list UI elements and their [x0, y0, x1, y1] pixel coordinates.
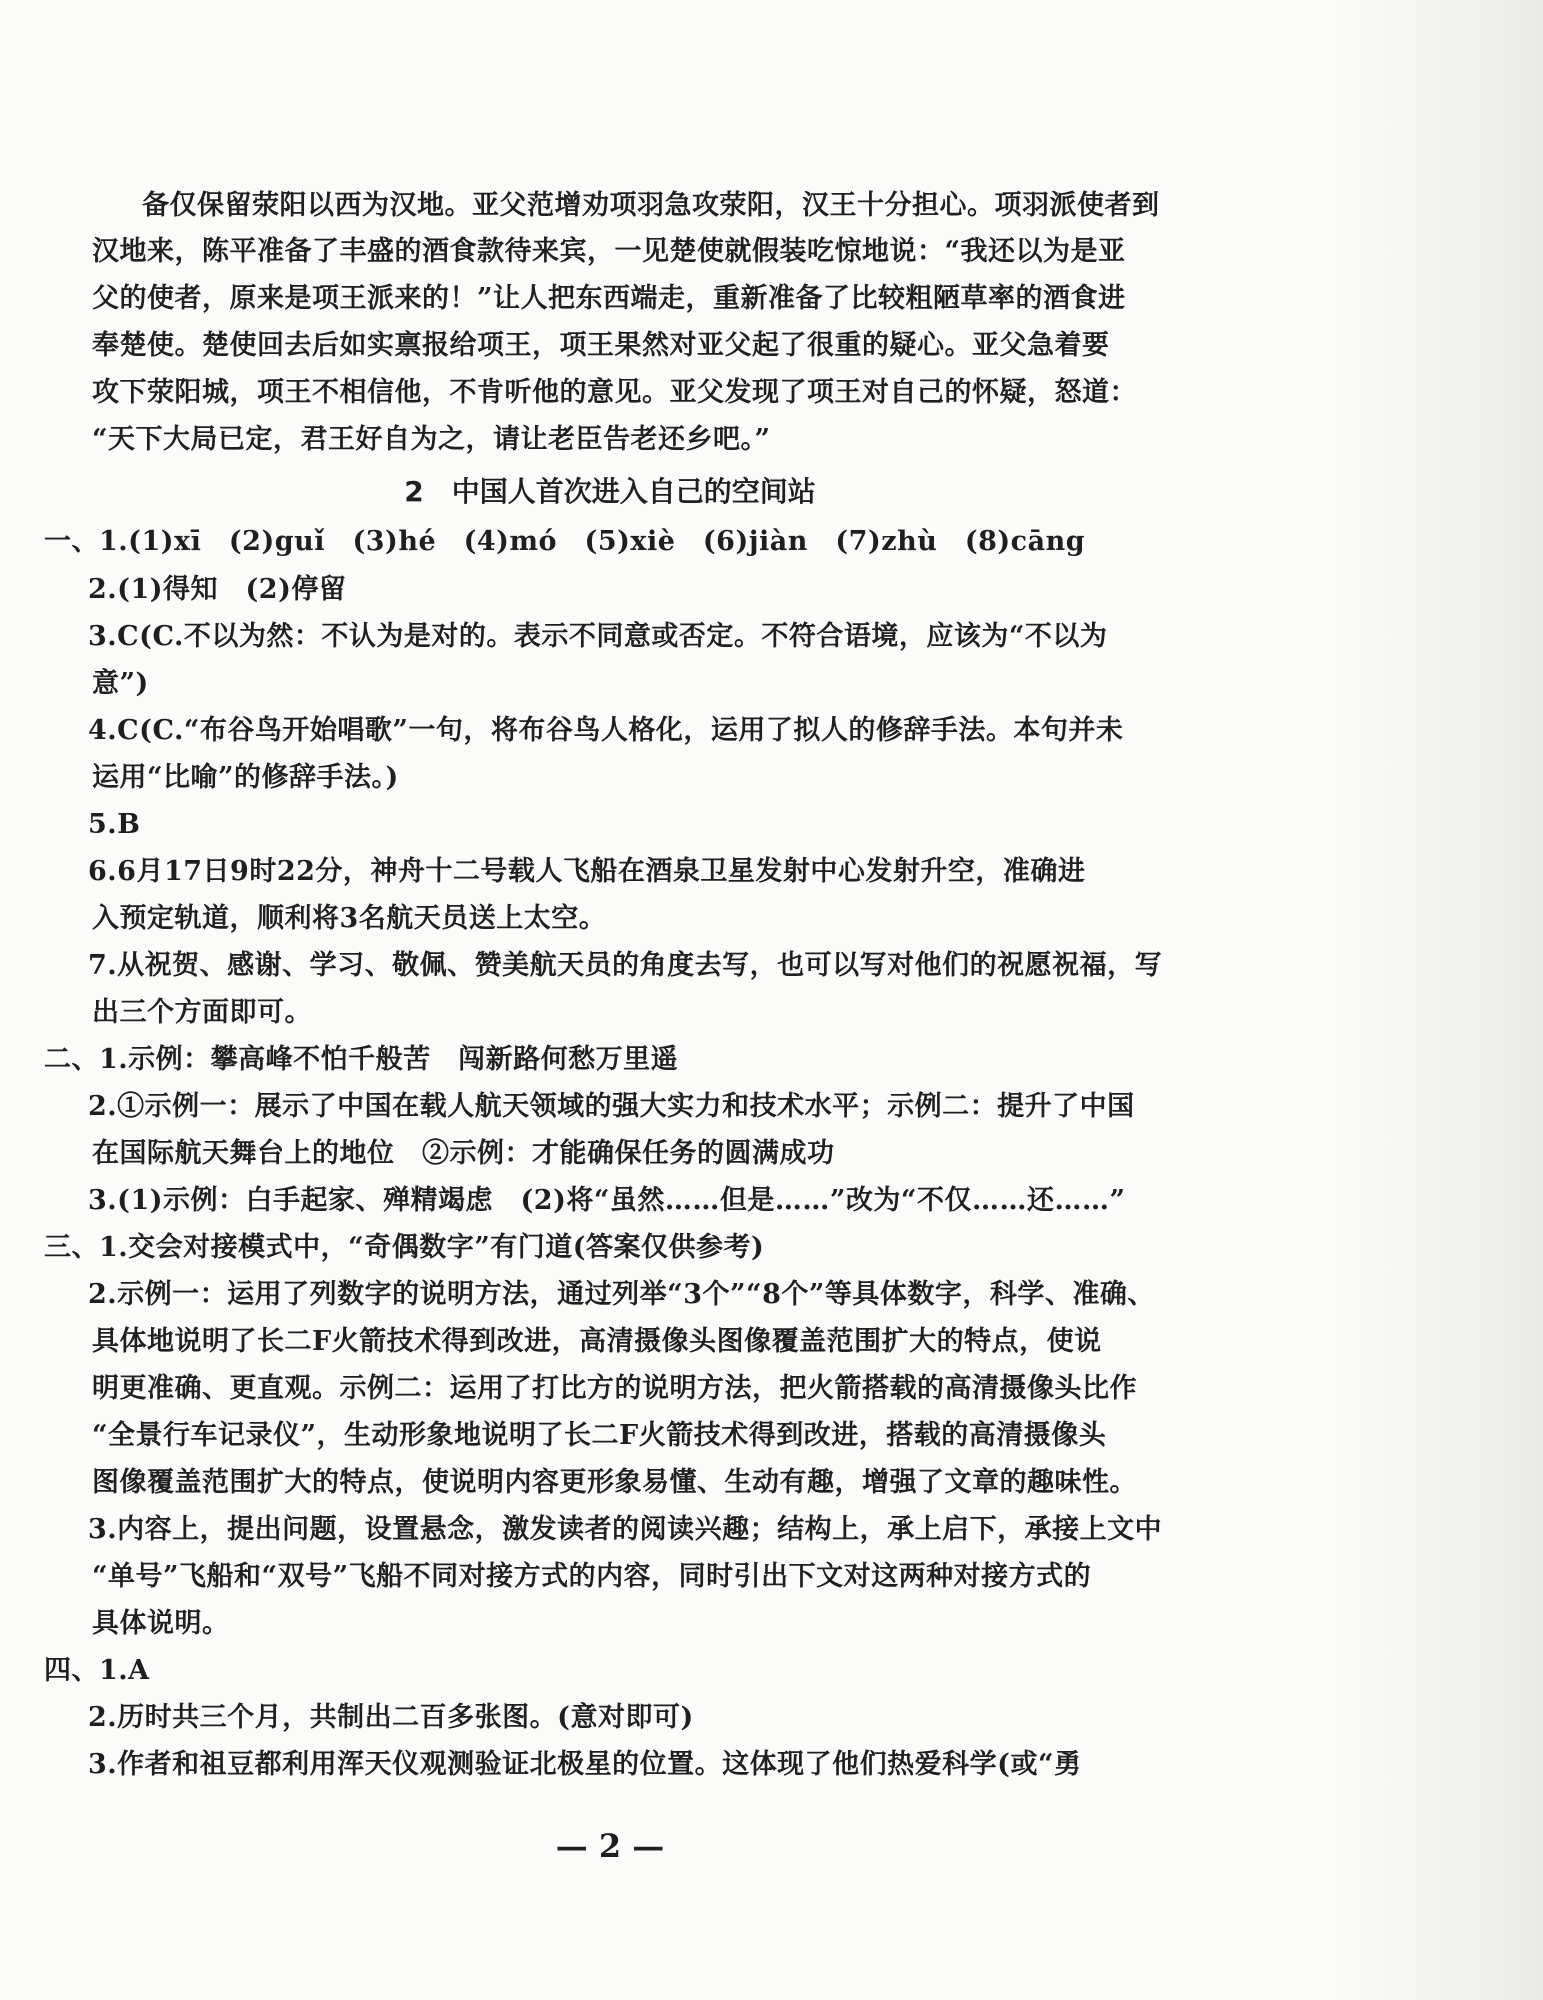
answer-line: 一、1.(1)xī (2)guǐ (3)hé (4)mó (5)xiè (6)jiàn (7)zhù (8)cāng — [44, 526, 1086, 557]
answer-line: 2.示例一：运用了列数字的说明方法，通过列举“3个”“8个”等具体数字，科学、准确、 — [88, 1279, 1155, 1310]
answer-line: “全景行车记录仪”，生动形象地说明了长二F火箭技术得到改进，搭载的高清摄像头 — [92, 1420, 1107, 1451]
answer-line: 二、1.示例：攀高峰不怕千般苦 闯新路何愁万里遥 — [44, 1044, 679, 1075]
answer-line: 7.从祝贺、感谢、学习、敬佩、赞美航天员的角度去写，也可以写对他们的祝愿祝福，写 — [88, 950, 1163, 981]
passage-line: 父的使者，原来是项王派来的！”让人把东西端走，重新准备了比较粗陋草率的酒食进 — [92, 283, 1126, 314]
answer-line: 出三个方面即可。 — [92, 997, 312, 1028]
passage-line: 汉地来，陈平准备了丰盛的酒食款待来宾，一见楚使就假装吃惊地说：“我还以为是亚 — [92, 236, 1126, 267]
page-number: — 2 — — [555, 1827, 665, 1865]
passage-line: 奉楚使。楚使回去后如实禀报给项王，项王果然对亚父起了很重的疑心。亚父急着要 — [92, 330, 1110, 361]
passage-line: “天下大局已定，君王好自为之，请让老臣告老还乡吧。” — [92, 424, 771, 455]
answer-line: 3.内容上，提出问题，设置悬念，激发读者的阅读兴趣；结构上，承上启下，承接上文中 — [88, 1514, 1163, 1545]
answer-line: 2.(1)得知 (2)停留 — [88, 574, 347, 605]
answer-line: 3.C(C.不以为然：不认为是对的。表示不同意或否定。不符合语境，应该为“不以为 — [88, 621, 1108, 652]
answer-line: 图像覆盖范围扩大的特点，使说明内容更形象易懂、生动有趣，增强了文章的趣味性。 — [92, 1467, 1137, 1498]
answer-line: 意”) — [92, 668, 149, 699]
answer-line: 在国际航天舞台上的地位 ②示例：才能确保任务的圆满成功 — [92, 1138, 835, 1169]
answer-line: 6.6月17日9时22分，神舟十二号载人飞船在酒泉卫星发射中心发射升空，准确进 — [88, 856, 1086, 887]
answer-line: 入预定轨道，顺利将3名航天员送上太空。 — [92, 903, 607, 934]
answer-line: “单号”飞船和“双号”飞船不同对接方式的内容，同时引出下文对这两种对接方式的 — [92, 1561, 1092, 1592]
answer-line: 5.B — [88, 809, 141, 840]
passage-line: 备仅保留荥阳以西为汉地。亚父范增劝项羽急攻荥阳，汉王十分担心。项羽派使者到 — [142, 190, 1160, 221]
section-title: 2 中国人首次进入自己的空间站 — [404, 475, 816, 508]
answer-line: 具体地说明了长二F火箭技术得到改进，高清摄像头图像覆盖范围扩大的特点，使说 — [92, 1326, 1102, 1357]
answer-line: 明更准确、更直观。示例二：运用了打比方的说明方法，把火箭搭载的高清摄像头比作 — [92, 1373, 1137, 1404]
answer-line: 四、1.A — [44, 1655, 150, 1686]
answer-line: 三、1.交会对接模式中，“奇偶数字”有门道(答案仅供参考) — [44, 1232, 765, 1263]
answer-line: 3.作者和祖豆都利用浑天仪观测验证北极星的位置。这体现了他们热爱科学(或“勇 — [88, 1749, 1082, 1780]
answer-line: 3.(1)示例：白手起家、殚精竭虑 (2)将“虽然……但是……”改为“不仅……还……” — [88, 1185, 1126, 1216]
answer-line: 具体说明。 — [92, 1608, 230, 1639]
answer-line: 2.历时共三个月，共制出二百多张图。(意对即可) — [88, 1702, 694, 1733]
passage-line: 攻下荥阳城，项王不相信他，不肯听他的意见。亚父发现了项王对自己的怀疑，怒道： — [92, 377, 1137, 408]
answer-line: 运用“比喻”的修辞手法。) — [92, 762, 399, 793]
answer-line: 2.①示例一：展示了中国在载人航天领域的强大实力和技术水平；示例二：提升了中国 — [88, 1091, 1135, 1122]
answer-line: 4.C(C.“布谷鸟开始唱歌”一句，将布谷鸟人格化，运用了拟人的修辞手法。本句并未 — [88, 715, 1124, 746]
